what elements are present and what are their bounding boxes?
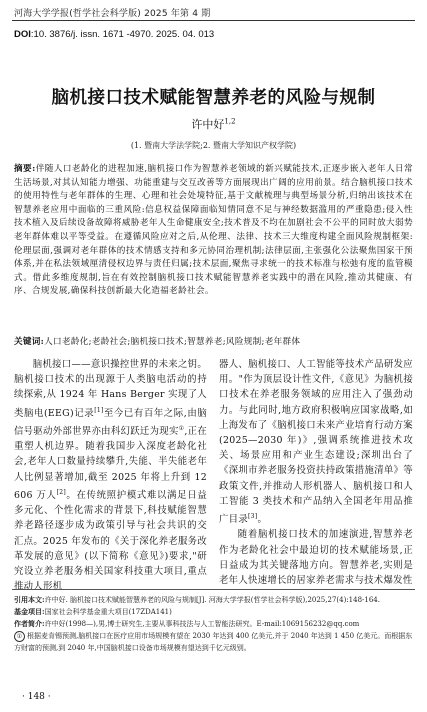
article-title: 脑机接口技术赋能智慧养老的风险与规制	[51, 88, 376, 108]
keywords-text: 人口老龄化;老龄社会;脑机接口技术;智慧养老;风险规制;老年群体	[44, 337, 301, 347]
running-head: 河海大学学报(哲学社会科学版) 2025 年第 4 期	[14, 9, 211, 19]
body-text: 。	[257, 514, 268, 526]
abstract-text: 伴随人口老龄化的进程加速,脑机接口作为智慧养老领域的新兴赋能技术,正逐步嵌入老年人日常生活场景,对其认知能力增强、功能重建与交互改善等方面展现出广阔的应用前景。结合脑机接口技术的使用特性与老年群体的生理、心理和社会处境特征,基于文献梳理与典型场景分析,归纳出该技术在智慧养老应用中面临的三重风险:信息权益保障面临知情同意不足与神经数据滥用的严重隐患;侵入性技术植入及后续设备故障将威胁老年人生命健康安全;技术普及不均在加剧社会不公平的同时放大弱势老年群体难以平等受益。在遵循风险应对之后,从伦理、法律、技术三大维度构建全面风险规制框架:伦理层面,强调对老年群体的技术情感支持和多元协同治理机制;法律层面,主张强化公法聚焦国家干预体系,并在私法领域厘清侵权边界与责任归属;技术层面,聚焦寻求统一的技术标准与松弛有度的监管模式。借此多维度规制,旨在有效控制脑机接口技术赋能智慧养老实践中的潜在风险,推动其健康、有序、合规发展,确保科技创新最大化造福老龄社会。	[14, 164, 413, 297]
affiliations: (1. 暨南大学法学院;2. 暨南大学知识产权学院)	[130, 141, 297, 150]
footnote-rule	[12, 589, 415, 590]
citation-text: 许中好. 脑机接口技术赋能智慧养老的风险与规制[J]. 河海大学学报(哲学社会科学版),2025,27(4):148-164.	[44, 596, 380, 604]
footnote-text: 根据麦肯锡预测,脑机接口在医疗应用市场规模有望在 2030 年达到 400 亿美元,并于 2040 年达到 1 450 亿美元。而根据东方财富的预测,到 2040 年,中国脑机接口设备市场规模有望达到千亿元级别。	[14, 632, 413, 652]
citation-ref: [2]	[56, 488, 67, 496]
body-text: 器人、脑机接口、人工智能等技术产品研发应用。"作为顶层设计性文件,《意见》为脑机接口技术在养老服务领域的应用注入了强劲动力。与此同时,地方政府积极响应国家战略,如上海发布了《脑机接口未来产业培育行动方案(2025—2030 年)》,强调系统推进技术攻关、场景应用和产业生态建设;深圳出台了《深圳市养老服务投资扶持政策措施清单》等政策文件,并推动人形机器人、脑机接口和人工智能 3 类技术和产品纳入全国老年用品推广目录	[219, 359, 413, 526]
fund-label: 基金项目:	[14, 607, 45, 616]
body-paragraph	[219, 357, 413, 527]
abstract	[14, 163, 413, 299]
body-text: 至今已有百年之际,由脑信号驱动外部世界亦由科幻跃迁为现实	[14, 407, 207, 438]
header-rule	[12, 20, 415, 21]
abstract-label: 摘要:	[14, 164, 36, 174]
citation-ref: [1]	[94, 406, 104, 414]
footnote-ref: ①	[178, 424, 185, 432]
author-name: 许中好	[191, 118, 225, 131]
body-text: 脑机接口——意识操控世界的未来之钥。脑机接口技术的出现源于人类脑电活动的持续探索,从 1924 年 Hans Berger 实现了人类脑电(EEG)记录	[14, 359, 207, 419]
doi-line	[14, 29, 214, 40]
fund-note	[14, 606, 413, 618]
author-superscript: 1,2	[224, 117, 236, 126]
body-paragraph: 随着脑机接口技术的加速演进,智慧养老作为老龄化社会中最迫切的技术赋能场景,正日益成为其关键落地方向。智慧养老,实则是老年人快速增长的居家养老需求与技术爆发性	[219, 529, 413, 586]
body-column-right	[219, 357, 413, 588]
author-info-label: 作者简介:	[14, 619, 45, 628]
doi-label: DOI	[14, 29, 31, 40]
citation-note	[14, 594, 413, 606]
page-number: · 148 ·	[22, 692, 51, 702]
author-line	[0, 116, 427, 132]
footnote-mark: ①	[14, 631, 25, 642]
keywords-label: 关键词:	[14, 337, 45, 347]
author-info-text: 许中好(1998—),男,博士研究生,主要从事科技法与人工智能法研究。E-mail:1069156232@qq.com	[44, 620, 360, 628]
citation-ref: [3]	[248, 513, 258, 521]
fund-text: 国家社会科学基金重大项目(17ZDA141)	[44, 608, 172, 616]
body-column-left	[14, 357, 207, 594]
body-paragraph	[14, 357, 207, 594]
body-text: ,正在重塑人机边界。随着我国步入深度老龄化社会,老年人口数量持续攀升,失能、半失能老年人比例显著增加,截至 2025 年将上升到 12 606 万人	[14, 426, 207, 501]
body-text: 。在传统照护模式难以满足日益多元化、个性化需求的背景下,科技赋能智慧养老路径逐步成为政策引导与社会共识的交汇点。2025 年发布的《关于深化养老服务改革发展的意见》(以下简称《意见》)要求,"研究设立养老服务相关国家科技重大项目,重点推动人形机	[14, 490, 207, 593]
keywords	[14, 336, 413, 349]
author-note	[14, 618, 413, 630]
footnotes	[14, 594, 413, 654]
citation-label: 引用本文:	[14, 595, 45, 604]
doi-value: :10. 3876/j. issn. 1671 -4970. 2025. 04. 013	[30, 29, 215, 40]
footnote-1	[14, 630, 413, 654]
